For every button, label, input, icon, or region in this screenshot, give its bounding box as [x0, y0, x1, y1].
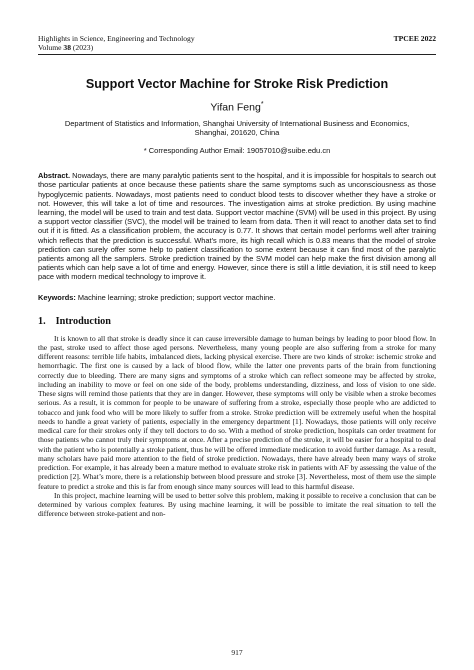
volume-year: (2023): [70, 43, 94, 52]
journal-name: Highlights in Science, Engineering and Technology: [38, 34, 195, 43]
paper-page: [38, 34, 436, 519]
affiliation: Department of Statistics and Information, Shanghai University of International Business and Economics, Shanghai, 201620, China: [64, 118, 410, 137]
abstract-label: Abstract.: [38, 171, 71, 181]
volume-number: 38: [63, 43, 71, 52]
page-number: 917: [231, 648, 243, 657]
paragraph: It is known to all that stroke is deadly since it can cause irreversible damage to human beings by leading to poor blood flow. In the past, stroke used to affect those aged persons. Nevertheless, many young people are also suffering from a stroke for many different reasons: terrible life habits, imbalanced diets, lacking physical exercise. There are two kinds of stroke: ischemic stroke and hemorrhagic. The first one is caused by a lack of blood flow, while the latter one prevents parts of the brain from functioning correctly due to bleeding. There are many signs and symptoms of a stroke which can reflect someone may be affected by stroke, including an inability to move or feel on one side of the body, problems understanding, dizziness, and loss of vision to one side. These signs will remind those patients that they are in danger. However, these symptoms will only be visible when a stroke becomes serious. As a result, it is common for people to be unaware of suffering from a stroke, especially those people who are addicted to tobacco and junk food who will be more likely to suffer from a stroke. Stroke prediction will be extremely useful when the hospital needs to handle a great variety of patients, especially in the emergency department [1]. Nowadays, those patients will only receive medical care for their strokes only if they tell doctors to do so. With a method of stroke prediction, hospitals can order treatment for those patients who cannot truly their symptoms at once. After a precise prediction of the stroke, it will be easier for a hospital to deal with the patient who is potentially a stroke patient, thus he will be offered immediate medication to avoid further damage. As a result, many scholars have paid more attention to the field of stroke prediction. Nowadays, there have already been many ways of stroke prediction. For example, it has already been a mature method to evaluate stroke risk in patients with AF by assessing the value of the prediction [2]. What’s more, there is a relationship between blood pressure and stroke [3]. Nevertheless, most of them use the simple feature to predict a stroke and this is far from enough since many sources will lead to this harmful disease.: [38, 333, 436, 491]
header-rule: [38, 54, 436, 55]
keywords-text: Machine learning; stroke prediction; support vector machine.: [75, 292, 276, 302]
section-heading: [38, 316, 436, 327]
conference-name: TPCEE 2022: [393, 34, 436, 43]
volume-prefix: Volume: [38, 43, 64, 52]
section-body: [38, 334, 436, 519]
corresponding-author: * Corresponding Author Email: 19057010@suibe.edu.cn: [143, 146, 331, 156]
running-header: [38, 34, 436, 52]
paragraph: In this project, machine learning will be used to better solve this problem, making it possible to receive a conclusion that can be determined by various complex features. By using machine learning, it will be possible to imitate the real situation to tell the difference between stroke-patient and non-: [38, 490, 436, 519]
author-line: [38, 101, 436, 114]
keywords: [38, 293, 436, 302]
keywords-label: Keywords:: [38, 292, 76, 302]
author-name: Yifan Feng: [210, 101, 261, 114]
abstract: [38, 171, 436, 281]
author-mark: *: [260, 101, 264, 108]
section-title: Introduction: [55, 315, 111, 327]
paper-title: Support Vector Machine for Stroke Risk Prediction: [85, 77, 389, 91]
section-number: 1.: [38, 315, 46, 327]
abstract-text: Nowadays, there are many paralytic patients sent to the hospital, and it is impossible for hospitals to search out those particular patients at once because these patients share the same symptoms such as unconsciousness as those hypoglycemic patients. Nowadays, most patients need to conduct blood tests to discover whether they have a stroke or not. However, this will take a lot of time and resources. The investigation aims at stroke prediction. By using machine learning, the model will be used to train and test data. Support vector machine (SVM) will be used in this project. By using a support vector classifier (SVC), the model will be trained to learn from data. Then it will react to another data set to find out if it is fitted. As a classification problem, the accuracy is 0.77. It shows that certain model performs well after training which reflects that the prediction is successful. What’s more, its high recall which is 0.83 means that the model of stroke prediction can surely offer some help to patient classification to some extent because it can find most of the paralytic patients among all the samplers. Stroke prediction trained by the SVM model can help make the first division among all patients which can help save a lot of time and energy. However, since there is still a little deviation, it is still need to keep pace with modern medical technology to improve it.: [38, 171, 436, 282]
volume-line: [38, 43, 195, 52]
